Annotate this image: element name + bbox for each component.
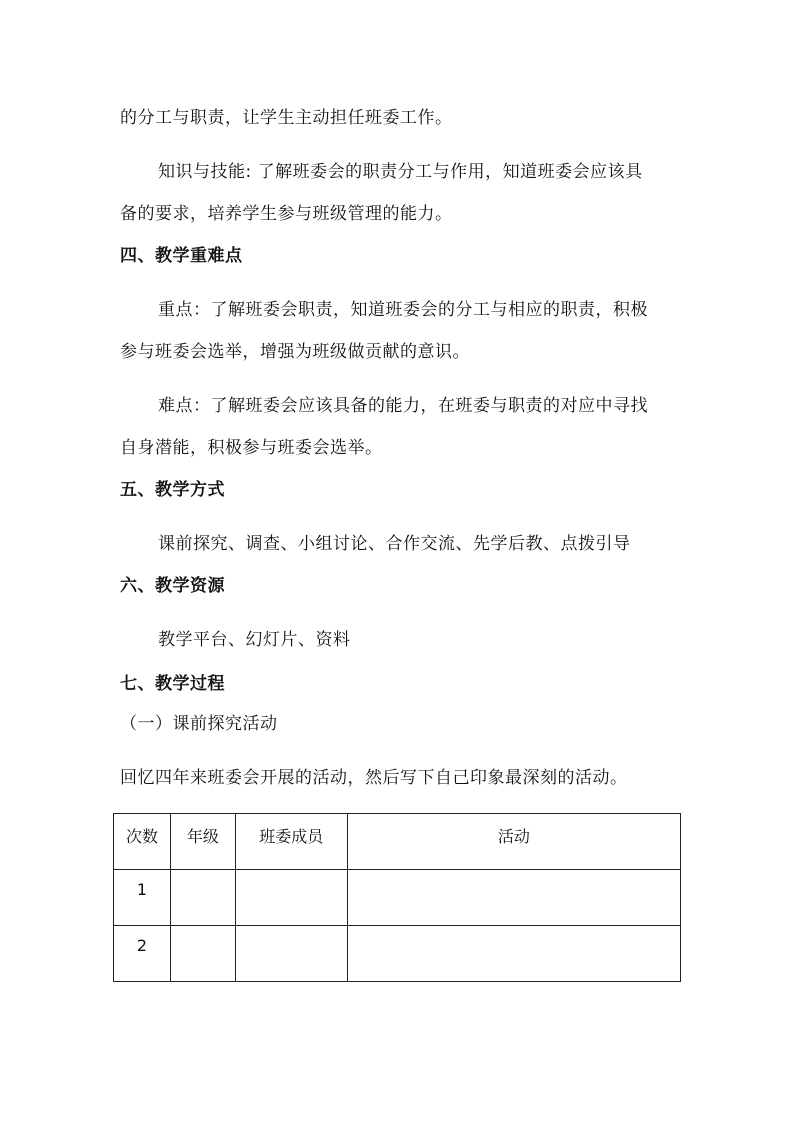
table-header-cell: 年级 — [170, 814, 235, 870]
paragraph-text: 重点：了解班委会职责，知道班委会的分工与相应的职责，积极 — [158, 300, 648, 320]
table-cell: 1 — [114, 870, 171, 926]
table-header-row — [114, 814, 681, 870]
table-cell — [170, 926, 235, 982]
section-heading: 七、教学过程 — [120, 674, 225, 694]
paragraph-text: 教学平台、幻灯片、资料 — [158, 630, 351, 650]
section-heading: 五、教学方式 — [120, 480, 225, 500]
paragraph-text: 回忆四年来班委会开展的活动，然后写下自己印象最深刻的活动。 — [120, 768, 628, 788]
table-row — [114, 926, 681, 982]
table-cell — [347, 926, 680, 982]
table-cell — [235, 870, 347, 926]
paragraph-text: 备的要求，培养学生参与班级管理的能力。 — [120, 204, 453, 224]
table-cell — [235, 926, 347, 982]
table-header-cell: 班委成员 — [235, 814, 347, 870]
paragraph-text: 参与班委会选举，增强为班级做贡献的意识。 — [120, 342, 470, 362]
table-header-cell: 活动 — [347, 814, 680, 870]
section-heading: 六、教学资源 — [120, 576, 225, 596]
paragraph-text: 难点：了解班委会应该具备的能力，在班委与职责的对应中寻找 — [158, 396, 648, 416]
subsection-heading: （一）课前探究活动 — [120, 714, 278, 734]
paragraph-text: 知识与技能: 了解班委会的职责分工与作用，知道班委会应该具 — [158, 162, 643, 182]
table-cell: 2 — [114, 926, 171, 982]
table-row — [114, 870, 681, 926]
paragraph-text: 课前探究、调查、小组讨论、合作交流、先学后教、点拨引导 — [158, 534, 631, 554]
table-header-cell: 次数 — [114, 814, 171, 870]
table-cell — [347, 870, 680, 926]
activity-record-table — [113, 813, 681, 982]
paragraph-text: 自身潜能，积极参与班委会选举。 — [120, 438, 383, 458]
table-cell — [170, 870, 235, 926]
paragraph-text: 的分工与职责，让学生主动担任班委工作。 — [120, 108, 453, 128]
section-heading: 四、教学重难点 — [120, 246, 243, 266]
